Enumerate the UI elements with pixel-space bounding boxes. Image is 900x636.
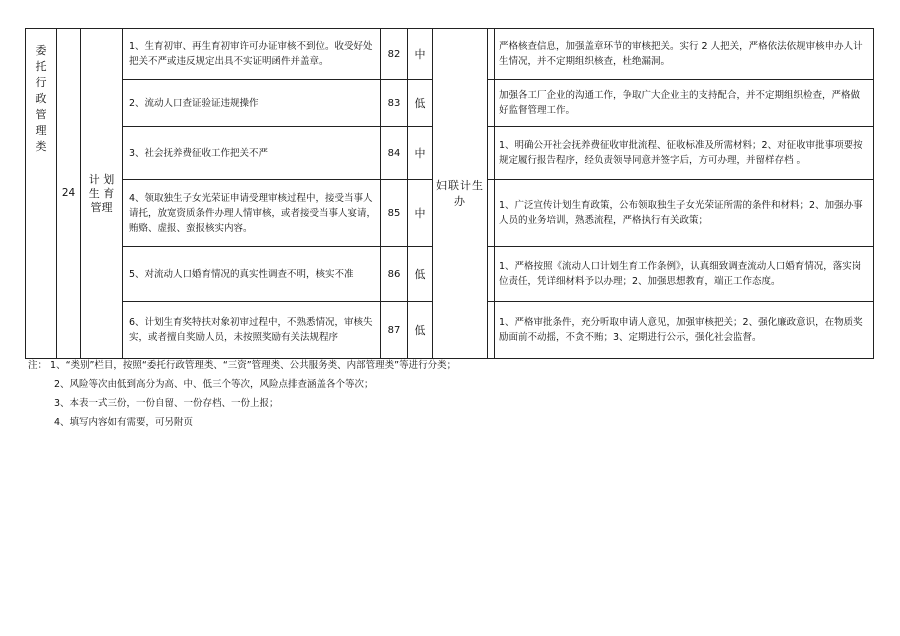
subcategory-label: 计 划 生 育 管理	[88, 172, 115, 214]
footnote-2: 2、风险等次由低到高分为高、中、低三个等次，风险点排查涵盖各个等次；	[54, 379, 374, 390]
category-label: 委托行政管理类	[35, 44, 47, 153]
risk-point: 6、计划生育奖特扶对象初审过程中，不熟悉情况，审核失实，或者擅自奖励人员，未按照奖励有关法规程序	[123, 302, 381, 359]
risk-point: 3、社会抚养费征收工作把关不严	[123, 127, 381, 180]
risk-level: 低	[408, 302, 433, 359]
measure-cell	[488, 127, 874, 180]
risk-number: 82	[381, 29, 408, 80]
department-label: 妇联计生办	[436, 178, 484, 208]
risk-point: 2、流动人口查证验证违规操作	[123, 80, 381, 127]
measure-cell	[488, 302, 874, 359]
subcategory-cell	[81, 29, 123, 359]
risk-point: 1、生育初审、再生育初审许可办证审核不到位。收受好处把关不严或违反规定出具不实证明函件并盖章。	[123, 29, 381, 80]
risk-level: 中	[408, 29, 433, 80]
item-number: 24	[57, 29, 81, 359]
footnote-3: 3、本表一式三份，一份自留、一份存档、一份上报；	[54, 398, 279, 409]
measure-text: 1、广泛宣传计划生育政策，公布领取独生子女光荣证所需的条件和材料；2、加强办事人员的业务培训，熟悉流程，严格执行有关政策；	[499, 200, 863, 226]
risk-table	[25, 28, 874, 359]
footnotes	[28, 356, 456, 432]
risk-level: 低	[408, 247, 433, 302]
risk-level: 中	[408, 127, 433, 180]
measure-cell	[488, 247, 874, 302]
risk-level: 中	[408, 180, 433, 247]
measure-text: 1、严格审批条件，充分听取申请人意见，加强审核把关；2、强化廉政意识，在物质奖励面前不动摇，不贪不贿；3、定期进行公示，强化社会监督。	[499, 317, 863, 343]
measure-cell	[488, 80, 874, 127]
measure-cell	[488, 29, 874, 80]
risk-level: 低	[408, 80, 433, 127]
measure-cell	[488, 180, 874, 247]
risk-number: 86	[381, 247, 408, 302]
risk-point: 4、领取独生子女光荣证申请受理审核过程中，接受当事人请托，放宽资质条件办理人情审核，或者接受当事人宴请，贿赂、虚报、蛮报核实内容。	[123, 180, 381, 247]
category-cell	[26, 29, 57, 359]
footnote-1: 注： 1、“类别”栏目，按照“委托行政管理类、“三资”管理类、公共服务类、内部管理类”等进行分类；	[28, 360, 457, 371]
risk-number: 84	[381, 127, 408, 180]
risk-number: 83	[381, 80, 408, 127]
department-cell	[433, 29, 488, 359]
measure-text: 加强各工厂企业的沟通工作，争取广大企业主的支持配合，并不定期组织检查，严格做好监督管理工作。	[499, 90, 861, 116]
risk-number: 85	[381, 180, 408, 247]
measure-text: 严格核查信息，加强盖章环节的审核把关。实行 2 人把关，严格依法依规审核申办人计生情况，并不定期组织核查，杜绝漏洞。	[499, 41, 863, 67]
measure-text: 1、严格按照《流动人口计划生育工作条例》，认真细致调查流动人口婚育情况，落实岗位责任，凭详细材料予以办理；2、加强思想教育，端正工作态度。	[499, 261, 862, 287]
measure-text: 1、明确公开社会抚养费征收审批流程、征收标准及所需材料；2、对征收审批事项要按规定履行报告程序，经负责领导同意并签字后，方可办理，并留样存档 。	[499, 140, 863, 166]
footnote-4: 4、填写内容如有需要，可另附页	[54, 417, 194, 428]
risk-number: 87	[381, 302, 408, 359]
risk-point: 5、对流动人口婚育情况的真实性调查不明，核实不准	[123, 247, 381, 302]
